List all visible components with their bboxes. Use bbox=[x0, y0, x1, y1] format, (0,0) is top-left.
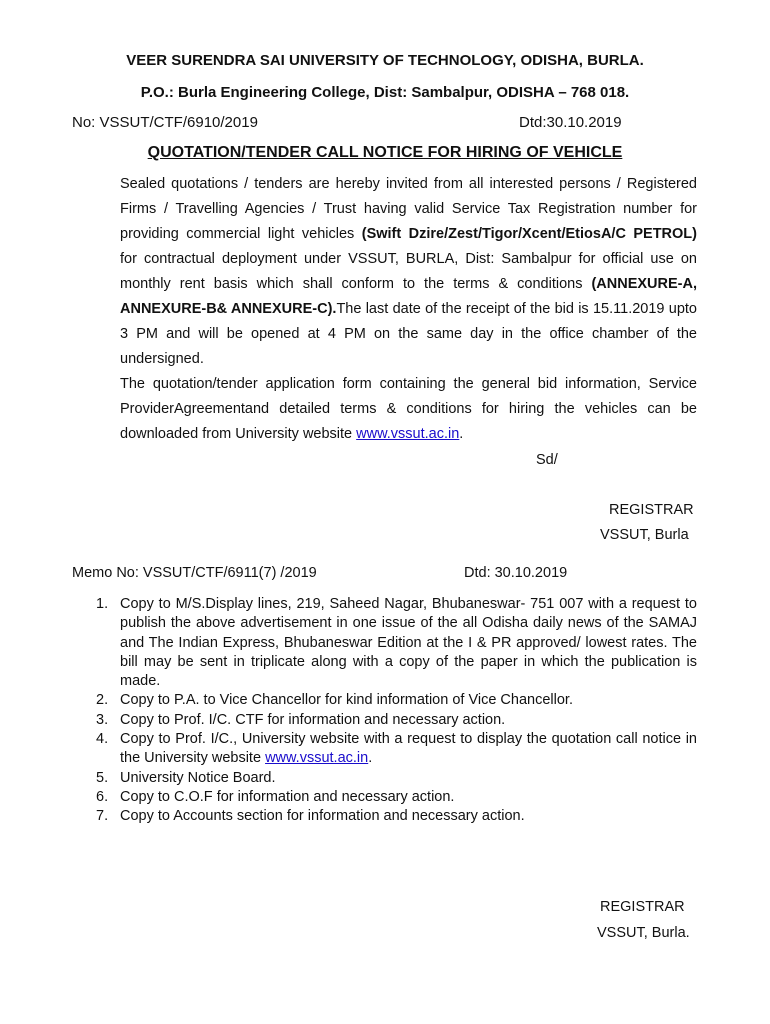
body-text: Sealed quotations / tenders are hereby invited from all interested persons / Registered Firms / Travelling Agencies / Trust having valid Service Tax Registration number for providing commercial light vehicles bbox=[120, 176, 697, 242]
university-website-link[interactable]: www.vssut.ac.in bbox=[265, 750, 369, 767]
vehicle-models: (Swift Dzire/Zest/Tigor/Xcent/EtiosA/C PETROL) bbox=[361, 226, 697, 242]
body-text: The last date of the receipt of the bid is 15.11.2019 upto 3 PM and will be opened at 4 PM on the same day in the office chamber of the undersigned. bbox=[120, 301, 697, 367]
list-text: Copy to P.A. to Vice Chancellor for kind information of Vice Chancellor. bbox=[120, 692, 573, 709]
footer-registrar-org: VSSUT, Burla. bbox=[597, 925, 690, 941]
list-item bbox=[80, 691, 697, 710]
footer-registrar-title: REGISTRAR bbox=[600, 899, 685, 915]
list-text: Copy to Accounts section for information and necessary action. bbox=[120, 808, 525, 825]
body-text: The quotation/tender application form containing the general bid information, Service ProviderAgreementand detailed terms & conditions for hiring the vehicles can be downloaded from University website bbox=[120, 376, 697, 442]
body-text: . bbox=[459, 426, 464, 442]
notice-body bbox=[120, 172, 697, 447]
list-item bbox=[80, 730, 697, 769]
list-number: 1. bbox=[96, 596, 109, 612]
notice-title: QUOTATION/TENDER CALL NOTICE FOR HIRING OF VEHICLE bbox=[147, 144, 623, 161]
body-paragraph-1 bbox=[120, 172, 697, 372]
list-number: 2. bbox=[96, 692, 109, 709]
list-number: 3. bbox=[96, 711, 109, 728]
list-text: Copy to Prof. I/C. CTF for information and necessary action. bbox=[120, 711, 506, 728]
list-item bbox=[80, 807, 697, 826]
list-item bbox=[80, 769, 697, 788]
registrar-title: REGISTRAR bbox=[609, 502, 694, 518]
list-text: Copy to C.O.F for information and necessary action. bbox=[120, 788, 455, 805]
list-text: . bbox=[368, 750, 373, 767]
registrar-org: VSSUT, Burla bbox=[600, 527, 689, 543]
university-address: P.O.: Burla Engineering College, Dist: Sambalpur, ODISHA – 768 018. bbox=[140, 84, 630, 101]
annexure-reference: (ANNEXURE-A, ANNEXURE-B& ANNEXURE-C). bbox=[120, 276, 697, 317]
list-text: University Notice Board. bbox=[120, 769, 276, 786]
copy-list bbox=[80, 595, 697, 827]
university-website-link[interactable]: www.vssut.ac.in bbox=[356, 426, 460, 442]
list-number: 6. bbox=[96, 788, 109, 805]
reference-number: No: VSSUT/CTF/6910/2019 bbox=[72, 114, 258, 131]
list-text: Copy to M/S.Display lines, 219, Saheed Nagar, Bhubaneswar- 751 007 with a request to publish the above advertisement in one issue of the all Odisha daily news of the SAMAJ and The Indian Express, Bhubaneswar Edition at the I & PR approved/ lowest rates. The bill may be sent in triplicate along with a copy of the paper in which the publication is made. bbox=[120, 596, 697, 690]
body-paragraph-2 bbox=[120, 372, 697, 447]
list-number: 7. bbox=[96, 808, 109, 825]
memo-date: Dtd: 30.10.2019 bbox=[464, 565, 568, 581]
university-name: VEER SURENDRA SAI UNIVERSITY OF TECHNOLOGY, ODISHA, BURLA. bbox=[126, 52, 644, 69]
list-text: Copy to Prof. I/C., University website with a request to display the quotation call notice in the University website bbox=[120, 731, 697, 767]
reference-date: Dtd:30.10.2019 bbox=[519, 114, 622, 131]
list-item bbox=[80, 711, 697, 730]
list-item bbox=[80, 595, 697, 691]
list-number: 4. bbox=[96, 731, 109, 748]
list-number: 5. bbox=[96, 769, 109, 786]
signed-mark: Sd/ bbox=[536, 452, 558, 468]
body-text: for contractual deployment under VSSUT, BURLA, Dist: Sambalpur for official use on monthly rent basis which shall conform to the terms & conditions bbox=[120, 251, 697, 292]
memo-number: Memo No: VSSUT/CTF/6911(7) /2019 bbox=[72, 565, 317, 581]
list-item bbox=[80, 788, 697, 807]
